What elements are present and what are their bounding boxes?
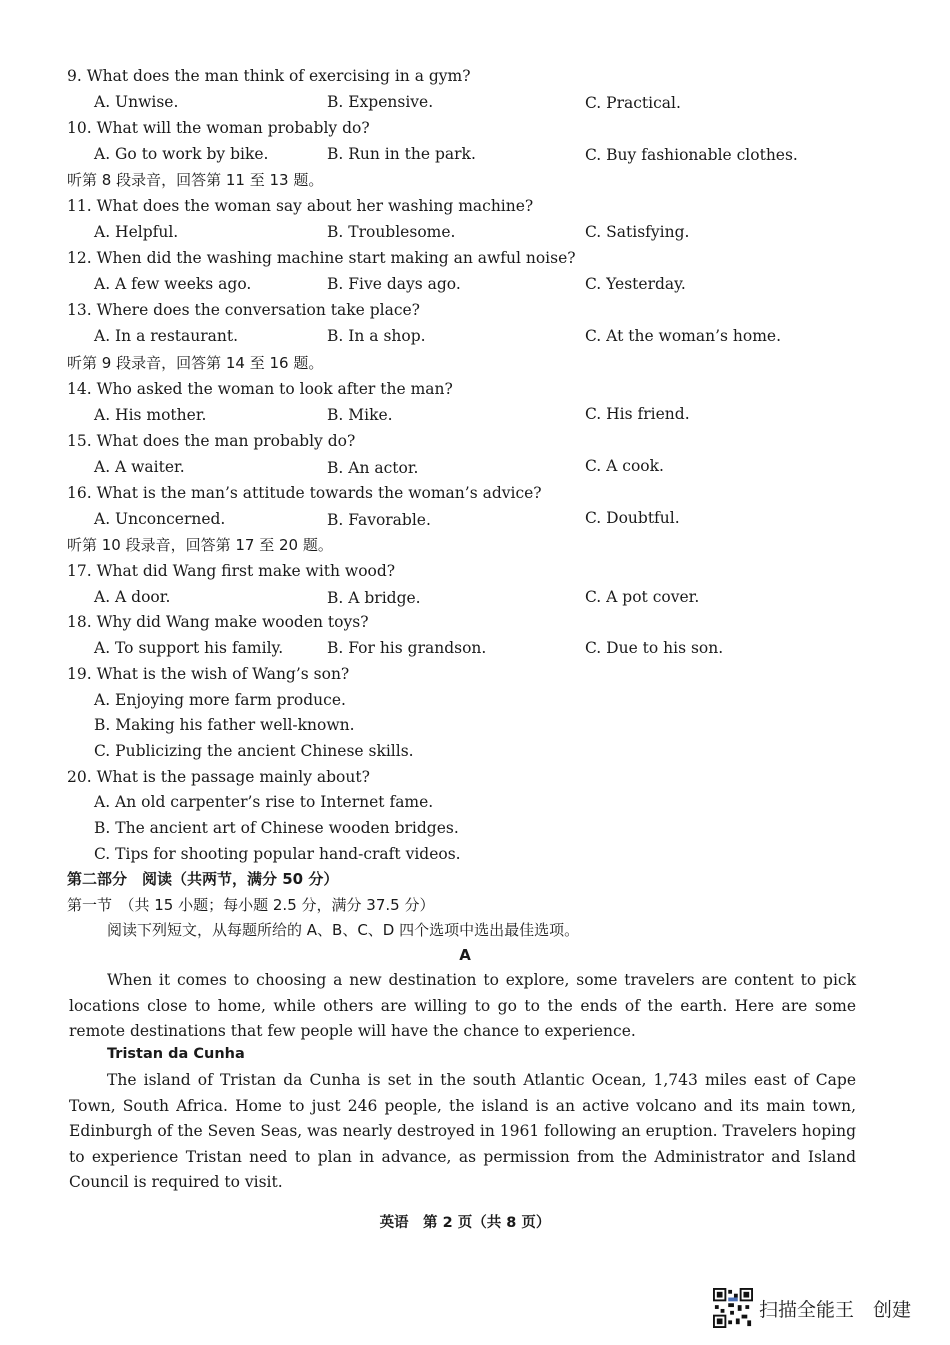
option-12a: A. A few weeks ago. <box>94 275 252 293</box>
option-16c: C. Doubtful. <box>585 509 680 527</box>
passage-label: A <box>459 946 471 964</box>
option-12b: B. Five days ago. <box>327 275 461 293</box>
question-9: 9. What does the man think of exercising in a gym? <box>67 67 471 85</box>
question-18: 18. Why did Wang make wooden toys? <box>67 613 369 631</box>
option-18a: A. To support his family. <box>94 639 284 657</box>
option-11c: C. Satisfying. <box>585 223 690 241</box>
option-10b: B. Run in the park. <box>327 145 476 163</box>
option-20a: A. An old carpenter’s rise to Internet fame. <box>94 793 434 811</box>
option-17b: B. A bridge. <box>327 589 421 607</box>
option-20b: B. The ancient art of Chinese wooden bridges. <box>94 819 459 837</box>
passage-tristan: The island of Tristan da Cunha is set in the south Atlantic Ocean, 1,743 miles east of Cape Town, South Africa. Home to just 246 people, the island is an active volcano and its main town, Edinburgh of the Seven Seas, was nearly destroyed in 1961 following an eruption. Travelers hoping to experience Tristan need to plan in advance, as permission from the Administrator and Island Council is required to visit. <box>69 1071 856 1192</box>
watermark-text: 扫描全能王 创建 <box>759 1298 912 1321</box>
option-14b: B. Mike. <box>327 406 393 424</box>
option-18c: C. Due to his son. <box>585 639 724 657</box>
option-13c: C. At the woman’s home. <box>585 327 781 345</box>
page-footer: 英语 第 2 页（共 8 页） <box>379 1215 551 1231</box>
question-20: 20. What is the passage mainly about? <box>67 768 370 786</box>
option-9c: C. Practical. <box>585 94 681 112</box>
question-19: 19. What is the wish of Wang’s son? <box>67 665 350 683</box>
option-15b: B. An actor. <box>327 459 419 477</box>
question-12: 12. When did the washing machine start making an awful noise? <box>67 249 576 267</box>
option-17a: A. A door. <box>94 588 171 606</box>
option-14c: C. His friend. <box>585 405 690 423</box>
option-9b: B. Expensive. <box>327 93 434 111</box>
option-13a: A. In a restaurant. <box>94 327 239 345</box>
scanner-watermark <box>713 1288 911 1328</box>
question-17: 17. What did Wang first make with wood? <box>67 562 396 580</box>
option-12c: C. Yesterday. <box>585 275 686 293</box>
option-11a: A. Helpful. <box>94 223 179 241</box>
option-10a: A. Go to work by bike. <box>94 145 269 163</box>
part2-title: 第二部分 阅读（共两节，满分 50 分） <box>67 870 339 888</box>
part2-instruction: 阅读下列短文，从每题所给的 A、B、C、D 四个选项中选出最佳选项。 <box>107 921 580 939</box>
section-9-instruction: 听第 9 段录音，回答第 14 至 16 题。 <box>67 354 324 372</box>
question-15: 15. What does the man probably do? <box>67 432 356 450</box>
qr-code-icon <box>713 1288 753 1328</box>
question-16: 16. What is the man’s attitude towards the woman’s advice? <box>67 484 542 502</box>
option-20c: C. Tips for shooting popular hand-craft videos. <box>94 845 461 863</box>
option-19b: B. Making his father well-known. <box>94 716 355 734</box>
option-16b: B. Favorable. <box>327 511 431 529</box>
option-17c: C. A pot cover. <box>585 588 700 606</box>
option-15c: C. A cook. <box>585 457 664 475</box>
question-14: 14. Who asked the woman to look after the man? <box>67 380 453 398</box>
passage-intro: When it comes to choosing a new destination to explore, some travelers are content to pick locations close to home, while others are willing to go to the ends of the earth. Here are some remote destinations that few people will have the chance to experience. <box>69 971 856 1041</box>
option-19c: C. Publicizing the ancient Chinese skills. <box>94 742 414 760</box>
option-9a: A. Unwise. <box>94 93 179 111</box>
option-19a: A. Enjoying more farm produce. <box>94 691 346 709</box>
option-10c: C. Buy fashionable clothes. <box>585 146 798 164</box>
option-13b: B. In a shop. <box>327 327 426 345</box>
part2-section1: 第一节 （共 15 小题；每小题 2.5 分，满分 37.5 分） <box>67 896 435 914</box>
option-16a: A. Unconcerned. <box>94 510 226 528</box>
question-11: 11. What does the woman say about her washing machine? <box>67 197 534 215</box>
section-8-instruction: 听第 8 段录音，回答第 11 至 13 题。 <box>67 171 324 189</box>
question-10: 10. What will the woman probably do? <box>67 119 370 137</box>
section-10-instruction: 听第 10 段录音，回答第 17 至 20 题。 <box>67 536 333 554</box>
option-14a: A. His mother. <box>94 406 207 424</box>
option-11b: B. Troublesome. <box>327 223 456 241</box>
question-13: 13. Where does the conversation take place? <box>67 301 420 319</box>
option-18b: B. For his grandson. <box>327 639 487 657</box>
passage-subheading: Tristan da Cunha <box>107 1046 245 1062</box>
option-15a: A. A waiter. <box>94 458 185 476</box>
